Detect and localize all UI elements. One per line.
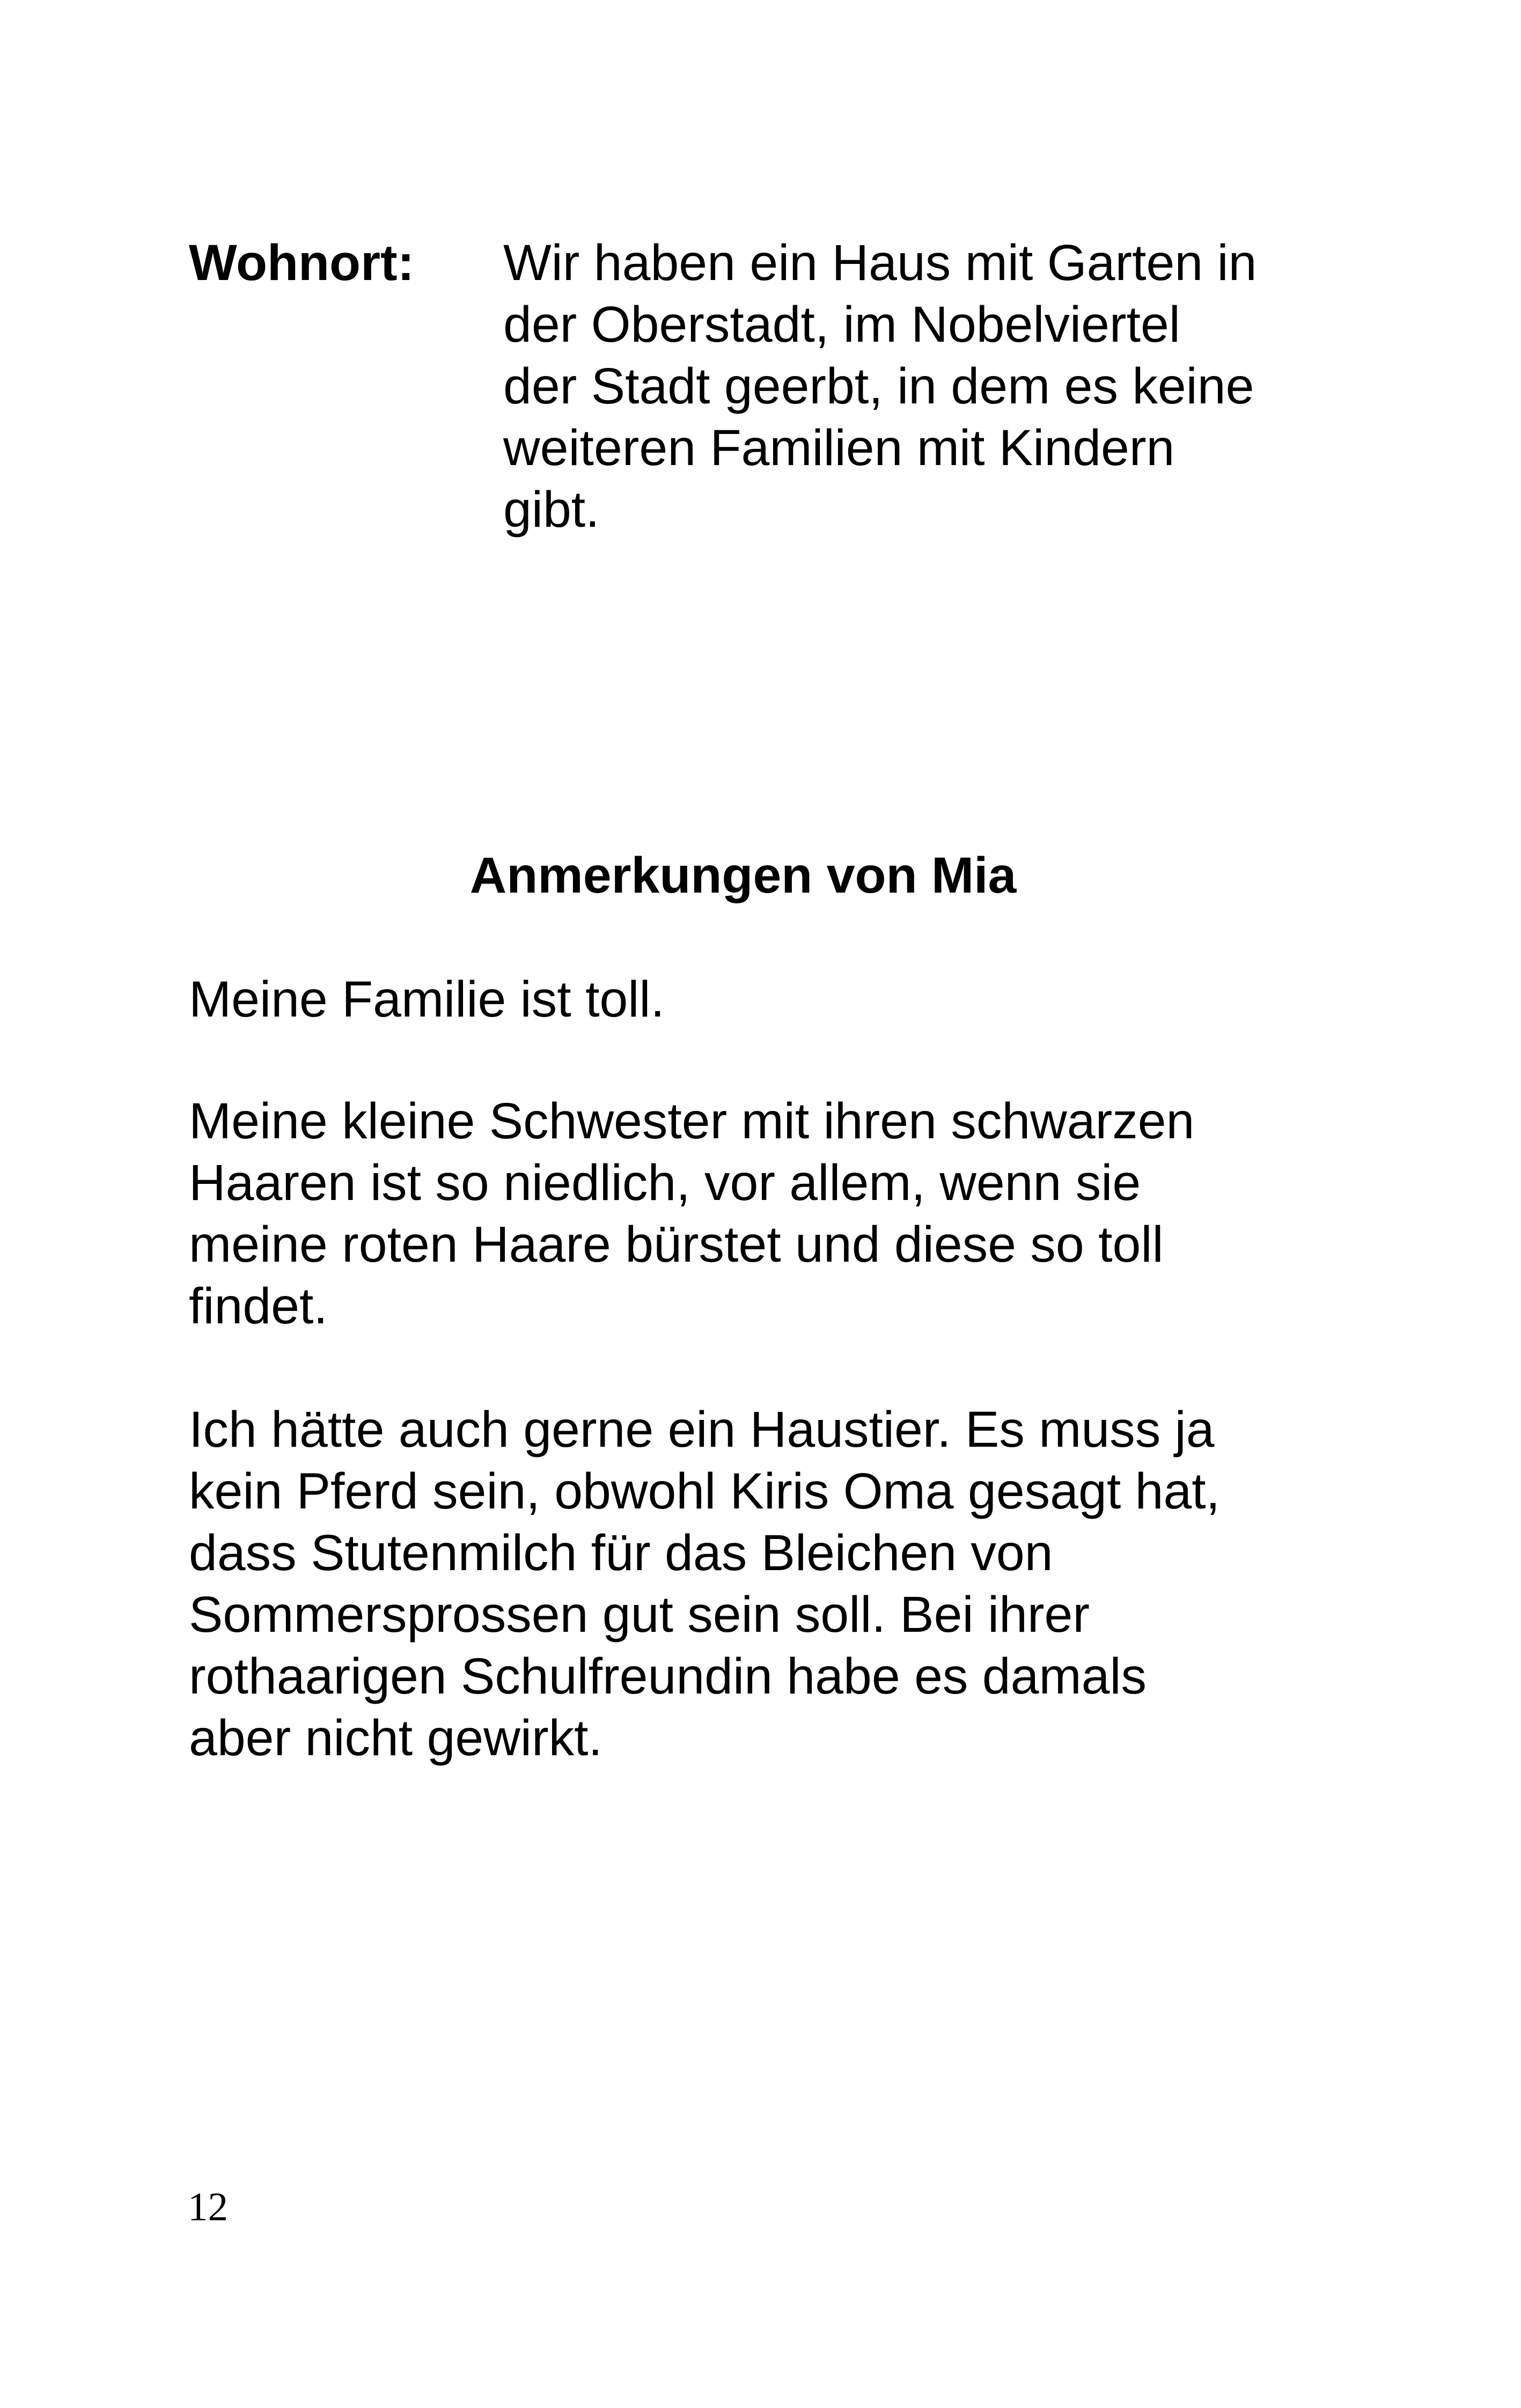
paragraph-line: meine roten Haare bürstet und diese so toll: [189, 1216, 1164, 1273]
wohnort-label: Wohnort:: [189, 234, 415, 291]
paragraph-2: [189, 1091, 1369, 1337]
wohnort-line: Wir haben ein Haus mit Garten in: [503, 234, 1257, 291]
paragraph-3: [189, 1399, 1369, 1769]
section-heading: Anmerkungen von Mia: [469, 847, 1017, 904]
wohnort-line: weiteren Familien mit Kindern: [503, 419, 1175, 476]
paragraph-line: aber nicht gewirkt.: [189, 1710, 602, 1766]
paragraph-line: Ich hätte auch gerne ein Haustier. Es muss ja: [189, 1401, 1215, 1458]
paragraph-line: kein Pferd sein, obwohl Kiris Oma gesagt hat,: [189, 1463, 1221, 1520]
paragraph-line: rothaarigen Schulfreundin habe es damals: [189, 1648, 1147, 1705]
page-number: 12: [188, 2185, 228, 2229]
wohnort-line: der Stadt geerbt, in dem es keine: [503, 358, 1254, 415]
paragraph-line: Haaren ist so niedlich, vor allem, wenn sie: [189, 1154, 1141, 1211]
paragraph-line: Sommersprossen gut sein soll. Bei ihrer: [189, 1586, 1090, 1643]
paragraph-line: Meine Familie ist toll.: [189, 971, 665, 1028]
wohnort-line: der Oberstadt, im Nobelviertel: [503, 296, 1180, 353]
paragraph-line: dass Stutenmilch für das Bleichen von: [189, 1525, 1053, 1581]
wohnort-text: [503, 232, 1415, 541]
paragraph-line: findet.: [189, 1278, 328, 1335]
paragraph-line: Meine kleine Schwester mit ihren schwarzen: [189, 1093, 1195, 1150]
wohnort-line: gibt.: [503, 481, 600, 538]
paragraph-1: [189, 969, 1369, 1030]
